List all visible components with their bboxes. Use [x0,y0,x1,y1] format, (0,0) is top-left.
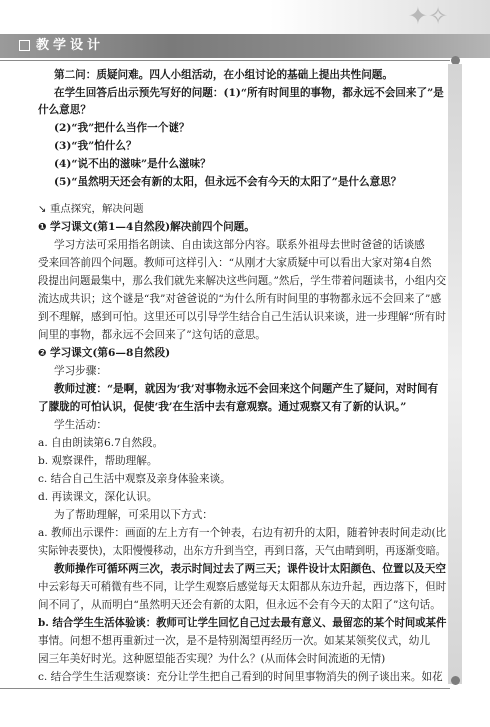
text-line: 在学生回答后出示预先写好的问题：(1)“所有时间里的事物，都永远不会回来了”是 [54,87,444,99]
text-line: 第二问：质疑问难。四人小组活动，在小组讨论的基础上提出共性问题。 [54,69,393,81]
text-line: 学习方法可采用指名朗读、自由读这部分内容。联系外祖母去世时爸爸的话谈感 [54,239,425,251]
list-item: d. 再读课文，深化认识。 [38,491,158,503]
number-one-icon: ❶ [38,222,47,233]
text-line: 学生活动： [54,419,107,431]
text-line: (2)“我”把什么当作一个谜？ [54,122,190,134]
text-line: 为了帮助理解，可采用以下方式： [54,509,213,521]
side-rail [448,64,462,684]
text-line: 事情。问想不想再重新过一次，是不是特别渴望再经历一次。如某某领奖仪式，幼儿 [38,635,430,647]
list-item: a. 自由朗读第6.7自然段。 [38,437,164,449]
text-line: 学习步骤： [54,365,107,377]
text-line: 到不理解，感到可怕。这里还可以引导学生结合自己生活认识来谈，进一步理解“所有时 [38,311,446,323]
text-line: 了朦胧的可怕认识，促使‘我’在生活中去有意观察。通过观察又有了新的认识。” [38,401,407,413]
list-item: b. 结合学生生活体验谈：教师可让学生回忆自己过去最有意义、最留恋的某个时间或某件 [38,617,447,629]
number-two-icon: ❷ [38,348,47,359]
text-line: 实际钟表要快)，太阳慢慢移动，出东方升到当空，再到日落，天气由晴到明，再逐渐变暗。 [38,545,446,557]
text-line: 中云彩每天可稍微有些不同，让学生观察后感觉每天太阳都从东边升起，西边落下，但时 [38,581,447,593]
header-divider [0,60,450,61]
text-line: (4)“说不出的滋味”是什么滋味？ [54,158,211,170]
section-heading [38,203,144,216]
footer-divider [0,688,450,689]
text-line: (3)“我”怕什么？ [54,140,137,152]
text-line: 教师操作可循环两三次，表示时间过去了两三天；课件设计太阳颜色、位置以及天空 [54,563,446,575]
list-item: b. 观察课件，帮助理解。 [38,455,158,467]
list-item: c. 结合自己生活中观察及亲身体验来谈。 [38,473,231,485]
text-line: 园三年美好时光。这种愿望能否实现？为什么？(从而体会时间流逝的无情) [38,653,386,665]
page-header-title: 教学设计 [36,38,105,53]
text-line: (5)“虽然明天还会有新的太阳，但永远不会有今天的太阳了”是什么意思？ [54,176,402,188]
numbered-item-text: 学习课文(第6—8自然段) [50,347,171,359]
text-line: 流达成共识；这个谜是“我”对爸爸说的“为什么所有时间里的事物都永远不会回来了”感 [38,293,442,305]
list-item: a. 教师出示课件：画面的左上方有一个钟表，右边有初升的太阳，随着钟表时间走动(比 [38,527,447,539]
checkbox-icon [19,40,30,51]
numbered-item-text: 学习课文(第1—4自然段)解决前四个问题。 [50,221,255,233]
text-line: 受来回答前四个问题。教师可这样引入：“从刚才大家质疑中可以看出大家对第4自然 [38,257,432,269]
text-line: 段提出问题最集中，那么我们就先来解决这些问题。”然后，学生带着问题读书，小组内交 [38,275,447,287]
text-line: 什么意思？ [38,104,91,116]
numbered-item [38,347,170,360]
text-line: 间里的事物，都永远不会回来了”这句话的意思。 [38,329,266,341]
text-line: 间不同了，从而明白“虽然明天还会有新的太阳，但永远不会有今天的太阳了”这句话。 [38,599,441,611]
arrow-marker-icon: ↘ [38,204,47,215]
star-ornament-icon: ✦✧ [407,2,449,30]
numbered-item [38,221,255,234]
corner-circle-icon [451,676,460,685]
list-item: c. 结合学生生活观察谈：充分让学生把自己看到的时间里事物消失的例子谈出来。如花 [38,671,443,683]
top-decoration [0,0,490,34]
section-heading-text: 重点探究，解决问题 [50,203,144,215]
text-line: 教师过渡：“是啊，就因为‘我’对事物永远不会回来这个问题产生了疑问，对时间有 [54,383,439,395]
